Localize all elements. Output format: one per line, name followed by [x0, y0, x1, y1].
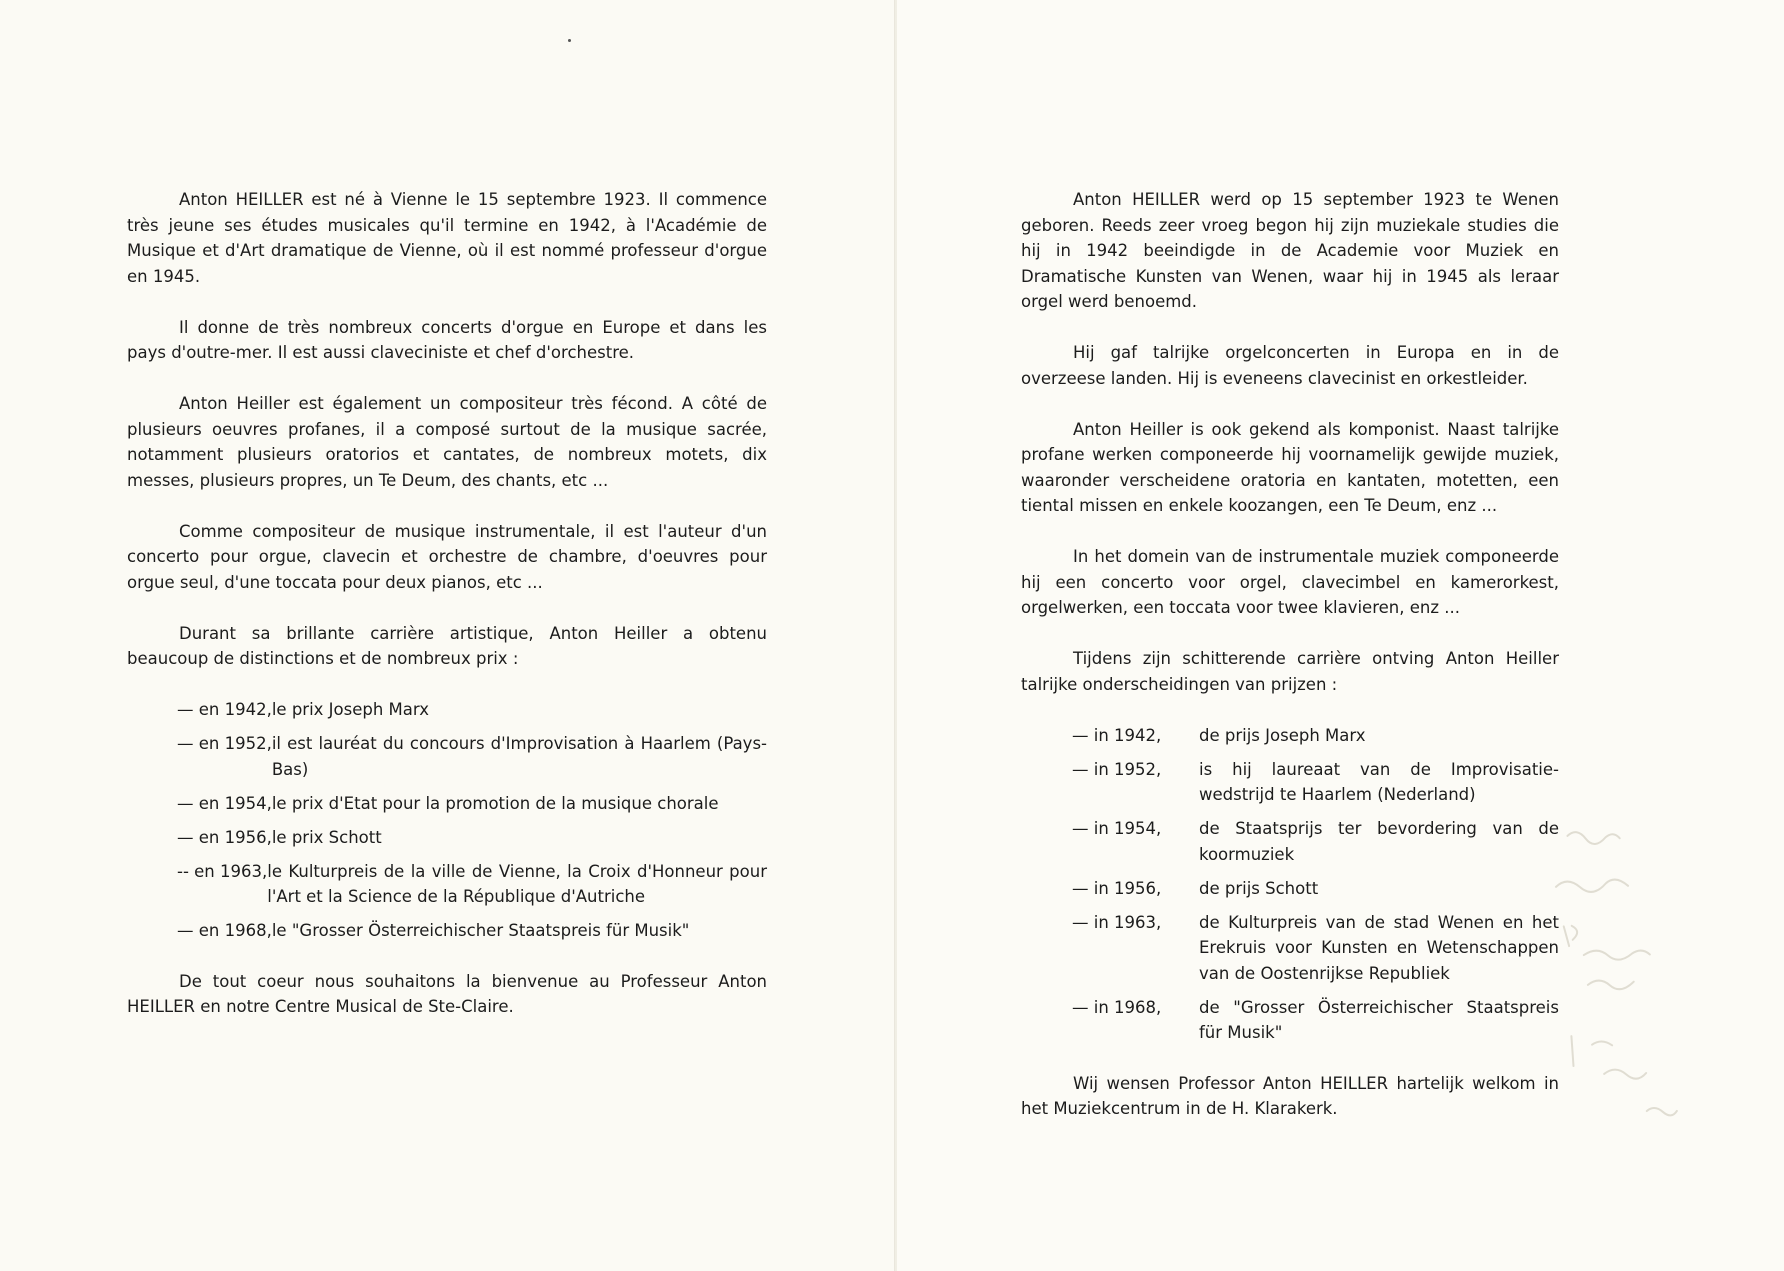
left-paragraph-4: Comme compositeur de musique instrumentale, il est l'auteur d'un concerto pour orgue, clavecin et orchestre de chambre, d'oeuvres pour orgue seul, d'une toccata pour deux pianos, etc ...: [127, 521, 767, 592]
prize-year: — en 1956,: [177, 827, 272, 847]
prize-year: — in 1954,: [1072, 819, 1162, 838]
prize-text: le prix Schott: [271, 827, 382, 847]
left-paragraph-5: Durant sa brillante carrière artistique, Anton Heiller a obtenu beaucoup de distinctions et de nombreux prix :: [127, 623, 767, 668]
paper-speck: [568, 39, 571, 42]
prize-text: de Staatsprijs ter bevordering van de koormuziek: [1199, 819, 1559, 864]
prize-text: is hij laureaat van de Improvisatie-wedstrijd te Haarlem (Nederland): [1199, 759, 1559, 804]
prize-text: de prijs Schott: [1199, 878, 1319, 898]
prize-text: le prix Joseph Marx: [271, 700, 430, 719]
prize-year: -- en 1963,: [177, 861, 268, 881]
prize-text: de Kulturpreis van de stad Wenen en het Erekruis voor Kunsten en Wetenschappen van de Oostenrijkse Republiek: [1199, 912, 1559, 983]
pencil-scribble-icon: [1547, 813, 1767, 1126]
prize-year: — in 1952,: [1072, 759, 1162, 779]
prize-item: [1021, 995, 1559, 1046]
right-paragraph-3: Anton Heiller is ook gekend als komponist. Naast talrijke profane werken componeerde hij voornamelijk gewijde muziek, waaronder verscheidene oratoria en kantaten, motetten, een tiental missen en enkele koozangen, een Te Deum, enz ...: [1021, 419, 1559, 515]
prize-item: [1021, 816, 1559, 867]
right-page-dutch: [897, 0, 1784, 1271]
prize-item: [1021, 910, 1559, 987]
right-closing: Wij wensen Professor Anton HEILLER hartelijk welkom in het Muziekcentrum in de H. Klarakerk.: [1021, 1073, 1559, 1118]
bleed-through-marks: [1547, 813, 1767, 1126]
prize-item: [127, 697, 767, 723]
prize-text: de prijs Joseph Marx: [1199, 725, 1366, 745]
left-paragraph-3: Anton Heiller est également un compositeur très fécond. A côté de plusieurs oeuvres profanes, il a composé surtout de la musique sacrée, notamment plusieurs oratorios et cantates, de nombreux motets, dix messes, plusieurs propres, un Te Deum, des chants, etc ...: [127, 394, 767, 490]
left-prize-list: [127, 697, 767, 944]
prize-year: — en 1968,: [177, 921, 272, 940]
prize-year: — en 1954,: [177, 793, 272, 813]
prize-item: [127, 859, 767, 910]
right-paragraph-5: Tijdens zijn schitterende carrière ontving Anton Heiller talrijke onderscheidingen van prijzen :: [1021, 649, 1559, 694]
prize-item: [127, 791, 767, 817]
prize-year: — in 1968,: [1072, 997, 1162, 1017]
prize-item: [127, 918, 767, 944]
prize-year: — en 1942,: [177, 700, 272, 719]
prize-item: [1021, 723, 1559, 749]
right-text-column: [1021, 187, 1559, 1147]
prize-item: [1021, 876, 1559, 902]
prize-year: — in 1942,: [1072, 725, 1162, 745]
prize-text: de "Grosser Österreichischer Staatspreis für Musik": [1199, 997, 1559, 1042]
prize-item: [1021, 757, 1559, 808]
right-paragraph-4: In het domein van de instrumentale muziek componeerde hij een concerto voor orgel, clavecimbel en kamerorkest, orgelwerken, een toccata voor twee klavieren, enz ...: [1021, 547, 1559, 617]
prize-text: le "Grosser Österreichischer Staatspreis für Musik": [271, 921, 690, 940]
right-paragraph-2: Hij gaf talrijke orgelconcerten in Europa en in de overzeese landen. Hij is eveneens clavecinist en orkestleider.: [1021, 343, 1559, 388]
prize-item: [127, 825, 767, 851]
prize-text: le Kulturpreis de la ville de Vienne, la Croix d'Honneur pour l'Art et la Science de la République d'Autriche: [267, 861, 767, 906]
prize-text: il est lauréat du concours d'Improvisation à Haarlem (Pays-Bas): [271, 734, 767, 779]
left-paragraph-1: Anton HEILLER est né à Vienne le 15 septembre 1923. Il commence très jeune ses études musicales qu'il termine en 1942, à l'Académie de Musique et d'Art dramatique de Vienne, où il est nommé professeur d'orgue en 1945.: [127, 190, 767, 286]
prize-item: [127, 731, 767, 782]
left-paragraph-2: Il donne de très nombreux concerts d'orgue en Europe et dans les pays d'outre-mer. Il est aussi claveciniste et chef d'orchestre.: [127, 317, 767, 362]
right-prize-list: [1021, 723, 1559, 1046]
prize-year: — en 1952,: [177, 734, 272, 753]
prize-text: le prix d'Etat pour la promotion de la musique chorale: [271, 793, 719, 813]
prize-year: — in 1963,: [1072, 912, 1162, 932]
left-closing: De tout coeur nous souhaitons la bienvenue au Professeur Anton HEILLER en notre Centre Musical de Ste-Claire.: [127, 971, 767, 1016]
left-text-column: [127, 187, 767, 1045]
prize-year: — in 1956,: [1072, 878, 1162, 898]
right-paragraph-1: Anton HEILLER werd op 15 september 1923 te Wenen geboren. Reeds zeer vroeg begon hij zijn muziekale studies die hij in 1942 beeindigde in de Academie voor Muziek en Dramatische Kunsten van Wenen, waar hij in 1945 als leraar orgel werd benoemd.: [1021, 190, 1559, 311]
